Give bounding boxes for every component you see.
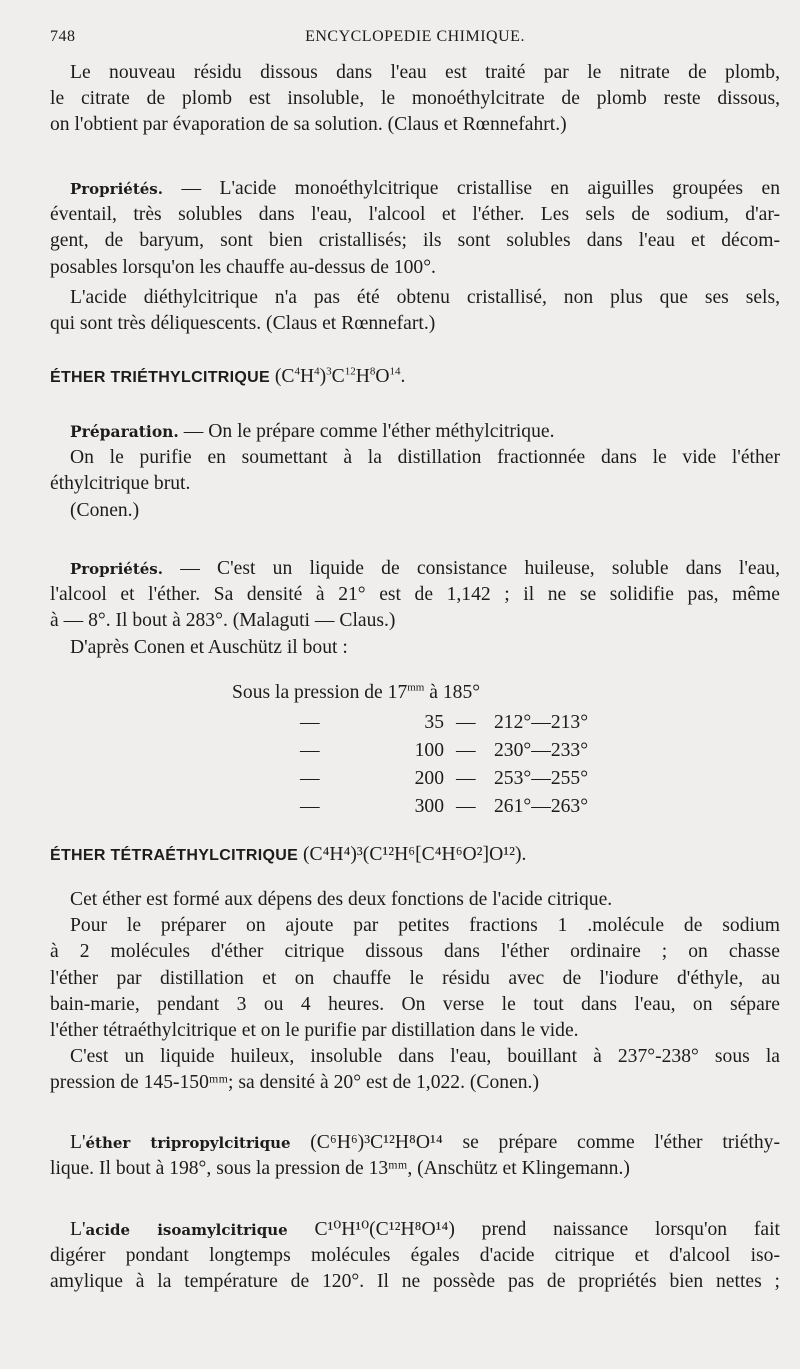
text-line: gent, de baryum, sont bien cristallisés; ils sont solubles dans l'eau et décom- <box>50 230 780 252</box>
text-line: On le purifie en soumettant à la distillation fractionnée dans le vide l'éther <box>70 447 780 469</box>
heading-preparation: Préparation. <box>70 422 179 441</box>
text-line: digérer pondant longtemps molécules égales d'acide citrique et d'alcool iso- <box>50 1245 780 1267</box>
running-head: ENCYCLOPEDIE CHIMIQUE. <box>305 28 525 45</box>
text-line: à — 8°. Il bout à 283°. (Malaguti — Claus.) <box>50 610 396 632</box>
text-line: Le nouveau résidu dissous dans l'eau est traité par le nitrate de plomb, <box>70 62 780 83</box>
text-line: Cet éther est formé aux dépens des deux fonctions de l'acide citrique. <box>70 889 613 910</box>
text-line: Pour le préparer on ajoute par petites fractions 1 .molécule de sodium <box>70 915 780 937</box>
table-row: — 35 — 212°—213° <box>300 712 589 733</box>
text-line: posables lorsqu'on les chauffe au-dessus de 100°. <box>50 256 436 278</box>
text-line: éventail, très solubles dans l'eau, l'alcool et l'éther. Les sels de sodium, d'ar- <box>50 204 780 226</box>
text-line: l'éther tétraéthylcitrique et on le purifie par distillation dans le vide. <box>50 1019 579 1041</box>
section-ether-triethylcitrique <box>50 364 780 390</box>
text-line: Propriétés. — C'est un liquide de consistance huileuse, soluble dans l'eau, <box>70 558 780 579</box>
table-row: — 200 — 253°—255° <box>300 768 589 789</box>
paragraph-diethylcitrique <box>50 285 780 337</box>
paragraph-residu <box>50 60 780 139</box>
paragraph-proprietes-monoethyl <box>50 176 780 281</box>
chemical-formula: (C⁴H⁴)³(C¹²H⁶[C⁴H⁶O²]O¹²). <box>303 844 527 865</box>
text-line: C'est un liquide huileux, insoluble dans l'eau, bouillant à 237°-238° sous la <box>70 1046 780 1068</box>
heading-proprietes: Propriétés. <box>70 560 163 578</box>
pressure-table <box>232 680 612 822</box>
table-row: — 100 — 230°—233° <box>300 740 589 761</box>
text-line: l'alcool et l'éther. Sa densité à 21° est de 1,142 ; il ne se solidifie pas, même <box>50 584 780 606</box>
text-line: bain-marie, pendant 3 ou 4 heures. On verse le tout dans l'eau, on sépare <box>50 993 780 1015</box>
paragraph-isoamylcitrique <box>50 1217 780 1296</box>
text-line: L'acide diéthylcitrique n'a pas été obtenu cristallisé, non plus que ses sels, <box>70 287 780 308</box>
text-line: à 2 molécules d'éther citrique dissous dans l'éther ordinaire ; on chasse <box>50 941 780 963</box>
section-heading <box>50 842 780 868</box>
section-ether-tetraethylcitrique <box>50 842 780 868</box>
text-line: L'acide isoamylcitrique C¹⁰H¹⁰(C¹²H⁸O¹⁴) prend naissance lorsqu'on fait <box>70 1219 780 1240</box>
section-title: ÉTHER TÉTRAÉTHYLCITRIQUE <box>50 847 299 864</box>
text-line: le citrate de plomb est insoluble, le monoéthylcitrate de plomb reste dissous, <box>50 88 780 110</box>
text-line: amylique à la température de 120°. Il ne possède pas de propriétés bien nettes ; <box>50 1271 780 1293</box>
text-line: L'éther tripropylcitrique (C⁶H⁶)³C¹²H⁸O¹⁴ se prépare comme l'éther triéthy- <box>70 1132 780 1153</box>
section-heading <box>50 364 780 390</box>
text-line: l'éther par distillation et on chauffe le résidu avec de l'iodure d'éthyle, au <box>50 967 780 989</box>
chemical-formula: $(C^4H^4)^3C^{12}H^8O^{14}$. <box>274 365 406 387</box>
term-acide-isoamylcitrique: acide isoamylcitrique <box>85 1221 288 1239</box>
text-line: éthylcitrique brut. <box>50 473 191 495</box>
term-ether-tripropylcitrique: éther tripropylcitrique <box>85 1134 291 1152</box>
text-line: qui sont très déliquescents. (Claus et Rœnnefart.) <box>50 313 436 335</box>
page-header <box>50 28 780 54</box>
text-line: Propriétés. — L'acide monoéthylcitrique cristallise en aiguilles groupées en <box>70 178 780 199</box>
text-line: on l'obtient par évaporation de sa solution. (Claus et Rœnnefahrt.) <box>50 114 567 136</box>
text-line: D'après Conen et Auschütz il bout : <box>70 636 348 658</box>
page-number: 748 <box>50 28 76 45</box>
text-line: pression de 145-150ᵐᵐ; sa densité à 20° est de 1,022. (Conen.) <box>50 1072 539 1094</box>
table-caption: Sous la pression de $17^{mm}$ à 185° <box>232 681 481 703</box>
section-title: ÉTHER TRIÉTHYLCITRIQUE <box>50 369 270 386</box>
text-line: lique. Il bout à 198°, sous la pression de 13ᵐᵐ, (Anschütz et Klingemann.) <box>50 1158 630 1180</box>
heading-proprietes: Propriétés. <box>70 180 163 198</box>
paragraph-tetraethyl-body <box>50 887 780 1097</box>
text-line: (Conen.) <box>70 499 140 521</box>
table-row: — 300 — 261°—263° <box>300 796 589 817</box>
text-line: Préparation. — On le prépare comme l'éther méthylcitrique. <box>70 421 555 442</box>
paragraph-preparation <box>50 419 780 524</box>
paragraph-proprietes-triethyl <box>50 556 780 661</box>
paragraph-tripropylcitrique <box>50 1130 780 1182</box>
